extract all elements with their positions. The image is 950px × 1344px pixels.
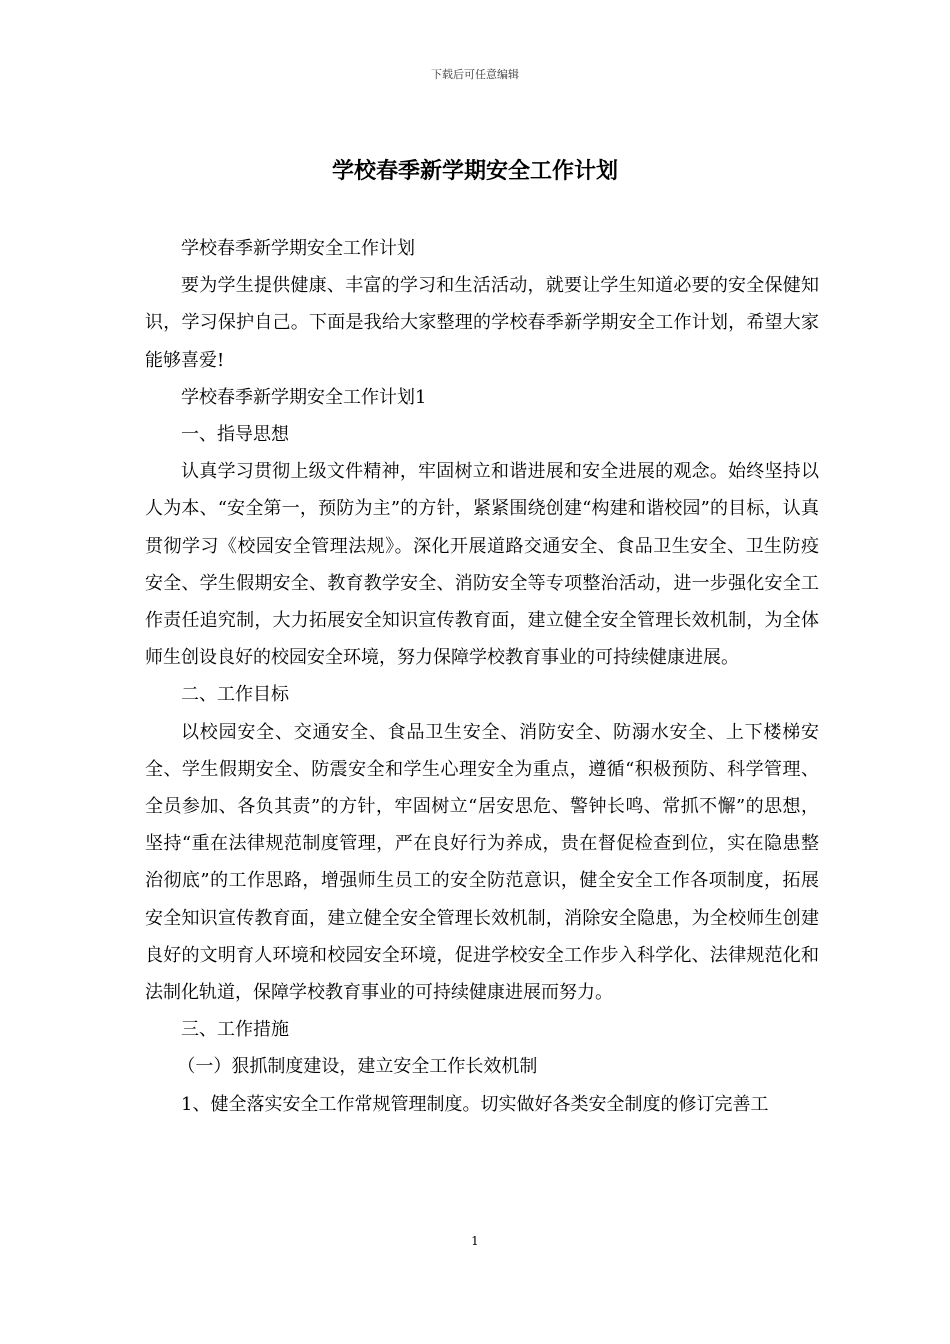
paragraph: 要为学生提供健康、丰富的学习和生活活动，就要让学生知道必要的安全保健知识，学习保护自己。下面是我给大家整理的学校春季新学期安全工作计划，希望大家能够喜爱! — [145, 275, 819, 371]
page-number: 1 — [471, 1234, 479, 1248]
paragraph: 认真学习贯彻上级文件精神，牢固树立和谐进展和安全进展的观念。始终坚持以人为本、“安全第一，预防为主”的方针，紧紧围绕创建“构建和谐校园”的目标，认真贯彻学习《校园安全管理法规》。深化开展道路交通安全、食品卫生安全、卫生防疫安全、学生假期安全、教育教学安全、消防安全等专项整治活动，进一步强化安全工作责任追究制，大力拓展安全知识宣传教育面，建立健全安全管理长效机制，为全体师生创设良好的校园安全环境，努力保障学校教育事业的可持续健康进展。 — [145, 461, 819, 669]
section-heading: 三、工作措施 — [181, 1019, 289, 1041]
paragraph: 1、健全落实安全工作常规管理制度。切实做好各类安全制度的修订完善工 — [181, 1093, 769, 1115]
paragraph: 学校春季新学期安全工作计划 — [181, 238, 415, 259]
paragraph: 学校春季新学期安全工作计划1 — [181, 386, 427, 408]
header-note: 下载后可任意编辑 — [431, 68, 519, 81]
section-heading: 二、工作目标 — [181, 684, 289, 706]
section-heading: 一、指导思想 — [181, 424, 289, 446]
document-body — [145, 230, 819, 1123]
paragraph: 以校园安全、交通安全、食品卫生安全、消防安全、防溺水安全、上下楼梯安全、学生假期安全、防震安全和学生心理安全为重点，遵循“积极预防、科学管理、全员参加、各负其责”的方针，牢固树立“居安思危、警钟长鸣、常抓不懈”的思想，坚持“重在法律规范制度管理，严在良好行为养成，贵在督促检查到位，实在隐患整治彻底”的工作思路，增强师生员工的安全防范意识，健全安全工作各项制度，拓展安全知识宣传教育面，建立健全安全管理长效机制，消除安全隐患，为全校师生创建良好的文明育人环境和校园安全环境，促进学校安全工作步入科学化、法律规范化和法制化轨道，保障学校教育事业的可持续健康进展而努力。 — [145, 721, 819, 1004]
document-title: 学校春季新学期安全工作计划 — [331, 158, 618, 184]
subsection-heading: （一）狠抓制度建设，建立安全工作长效机制 — [177, 1056, 538, 1078]
